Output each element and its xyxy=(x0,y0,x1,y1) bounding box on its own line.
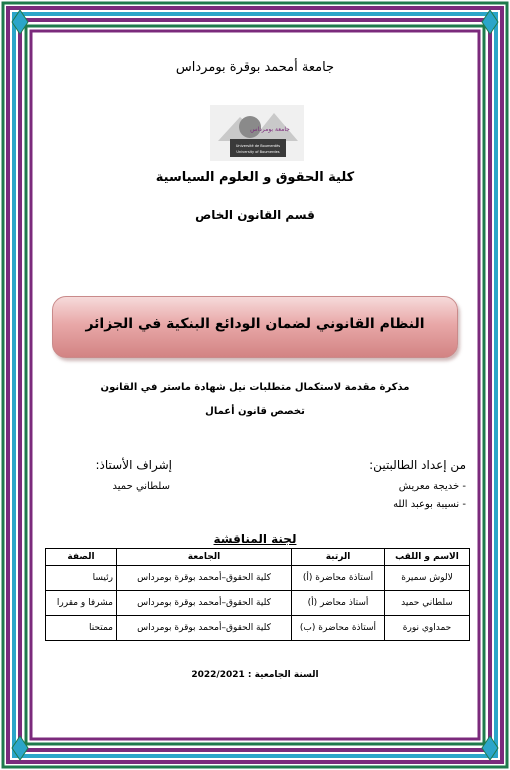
page-content xyxy=(38,38,472,732)
header-university: الجامعة xyxy=(117,549,292,566)
header-rank: الرتبة xyxy=(292,549,385,566)
logo-arabic-text: جامعة بومرداس xyxy=(250,126,290,133)
table-row xyxy=(46,591,470,616)
academic-year: السنة الجامعية : 2022/2021 xyxy=(191,670,319,680)
member-name: حمداوي نورة xyxy=(385,616,470,641)
member-name: سلطاني حميد xyxy=(385,591,470,616)
jury-table xyxy=(45,548,470,641)
jury-header-row xyxy=(46,549,470,566)
member-rank: أستاذة محاضرة (أ) xyxy=(292,566,385,591)
member-rank: أستاذ محاضر (أ) xyxy=(292,591,385,616)
member-university: كلية الحقوق–أمحمد بوقرة بومرداس xyxy=(117,566,292,591)
header-name: الاسم و اللقب xyxy=(385,549,470,566)
table-row xyxy=(46,616,470,641)
supervisor-name: سلطاني حميد xyxy=(112,481,170,492)
specialty: تخصص قانون أعمال xyxy=(205,406,305,417)
member-university: كلية الحقوق–أمحمد بوقرة بومرداس xyxy=(117,591,292,616)
member-role: مشرفا و مقررا xyxy=(46,591,117,616)
jury-title: لجنة المناقشة xyxy=(213,532,297,546)
table-row xyxy=(46,566,470,591)
member-role: ممتحنا xyxy=(46,616,117,641)
prepared-by-label: من إعداد الطالبتين: xyxy=(369,458,466,472)
header-role: الصفة xyxy=(46,549,117,566)
university-logo xyxy=(210,105,304,161)
member-rank: أستاذة محاضرة (ب) xyxy=(292,616,385,641)
logo-english-text: University of Boumerdes xyxy=(236,150,280,154)
memo-description: مذكرة مقدمة لاستكمال متطلبات نيل شهادة ماستر في القانون xyxy=(100,382,410,393)
member-university: كلية الحقوق–أمحمد بوقرة بومرداس xyxy=(117,616,292,641)
university-name: جامعة أمحمد بوقرة بومرداس xyxy=(175,60,335,75)
faculty-name: كلية الحقوق و العلوم السياسية xyxy=(155,170,355,185)
logo-french-text: Université de Boumerdès xyxy=(235,144,281,148)
student-name: - نسيبة بوعبد الله xyxy=(393,499,466,510)
student-name: - خديجة معريش xyxy=(398,481,466,492)
member-role: رئيسا xyxy=(46,566,117,591)
department-name: قسم القانون الخاص xyxy=(195,208,315,222)
member-name: لالوش سميرة xyxy=(385,566,470,591)
thesis-title: النظام القانوني لضمان الودائع البنكية في الجزائر xyxy=(85,316,425,332)
supervision-label: إشراف الأستاذ: xyxy=(95,458,172,472)
thesis-title-box xyxy=(52,296,458,358)
